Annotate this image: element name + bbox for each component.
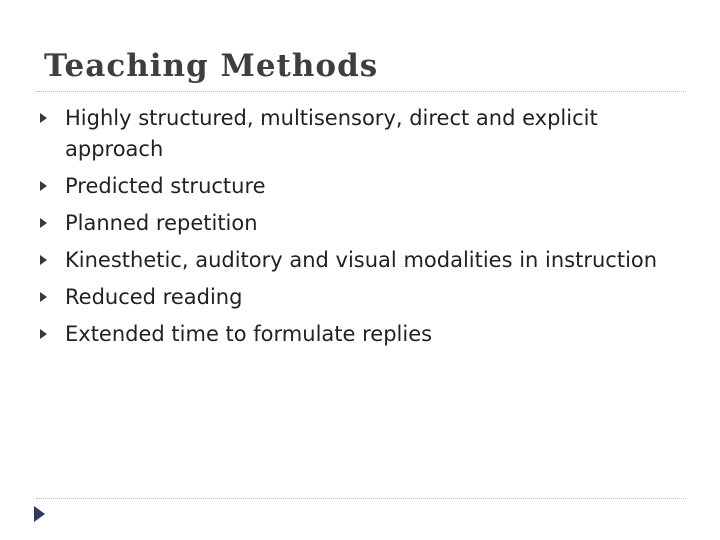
bullet-text: Highly structured, multisensory, direct and explicit approach [65, 106, 598, 161]
bullet-item [40, 282, 680, 313]
bullet-text: Planned repetition [65, 211, 258, 235]
slide-title: Teaching Methods [44, 48, 379, 84]
footer-divider [36, 498, 686, 499]
bullet-item [40, 319, 680, 350]
triangle-right-icon [40, 255, 47, 265]
triangle-right-icon [40, 329, 47, 339]
triangle-right-icon [40, 218, 47, 228]
bullet-text: Kinesthetic, auditory and visual modalities in instruction [65, 248, 658, 272]
bullet-text: Predicted structure [65, 174, 266, 198]
bullet-item [40, 103, 680, 165]
triangle-right-icon [40, 113, 47, 123]
bullet-item [40, 171, 680, 202]
triangle-right-icon [40, 181, 47, 191]
bullet-item [40, 208, 680, 239]
bullet-item [40, 245, 680, 276]
bullet-text: Extended time to formulate replies [65, 322, 433, 346]
play-arrow-icon[interactable] [34, 506, 45, 522]
bullet-text: Reduced reading [65, 285, 243, 309]
triangle-right-icon [40, 292, 47, 302]
bullet-list [40, 103, 680, 356]
title-divider [36, 91, 686, 92]
